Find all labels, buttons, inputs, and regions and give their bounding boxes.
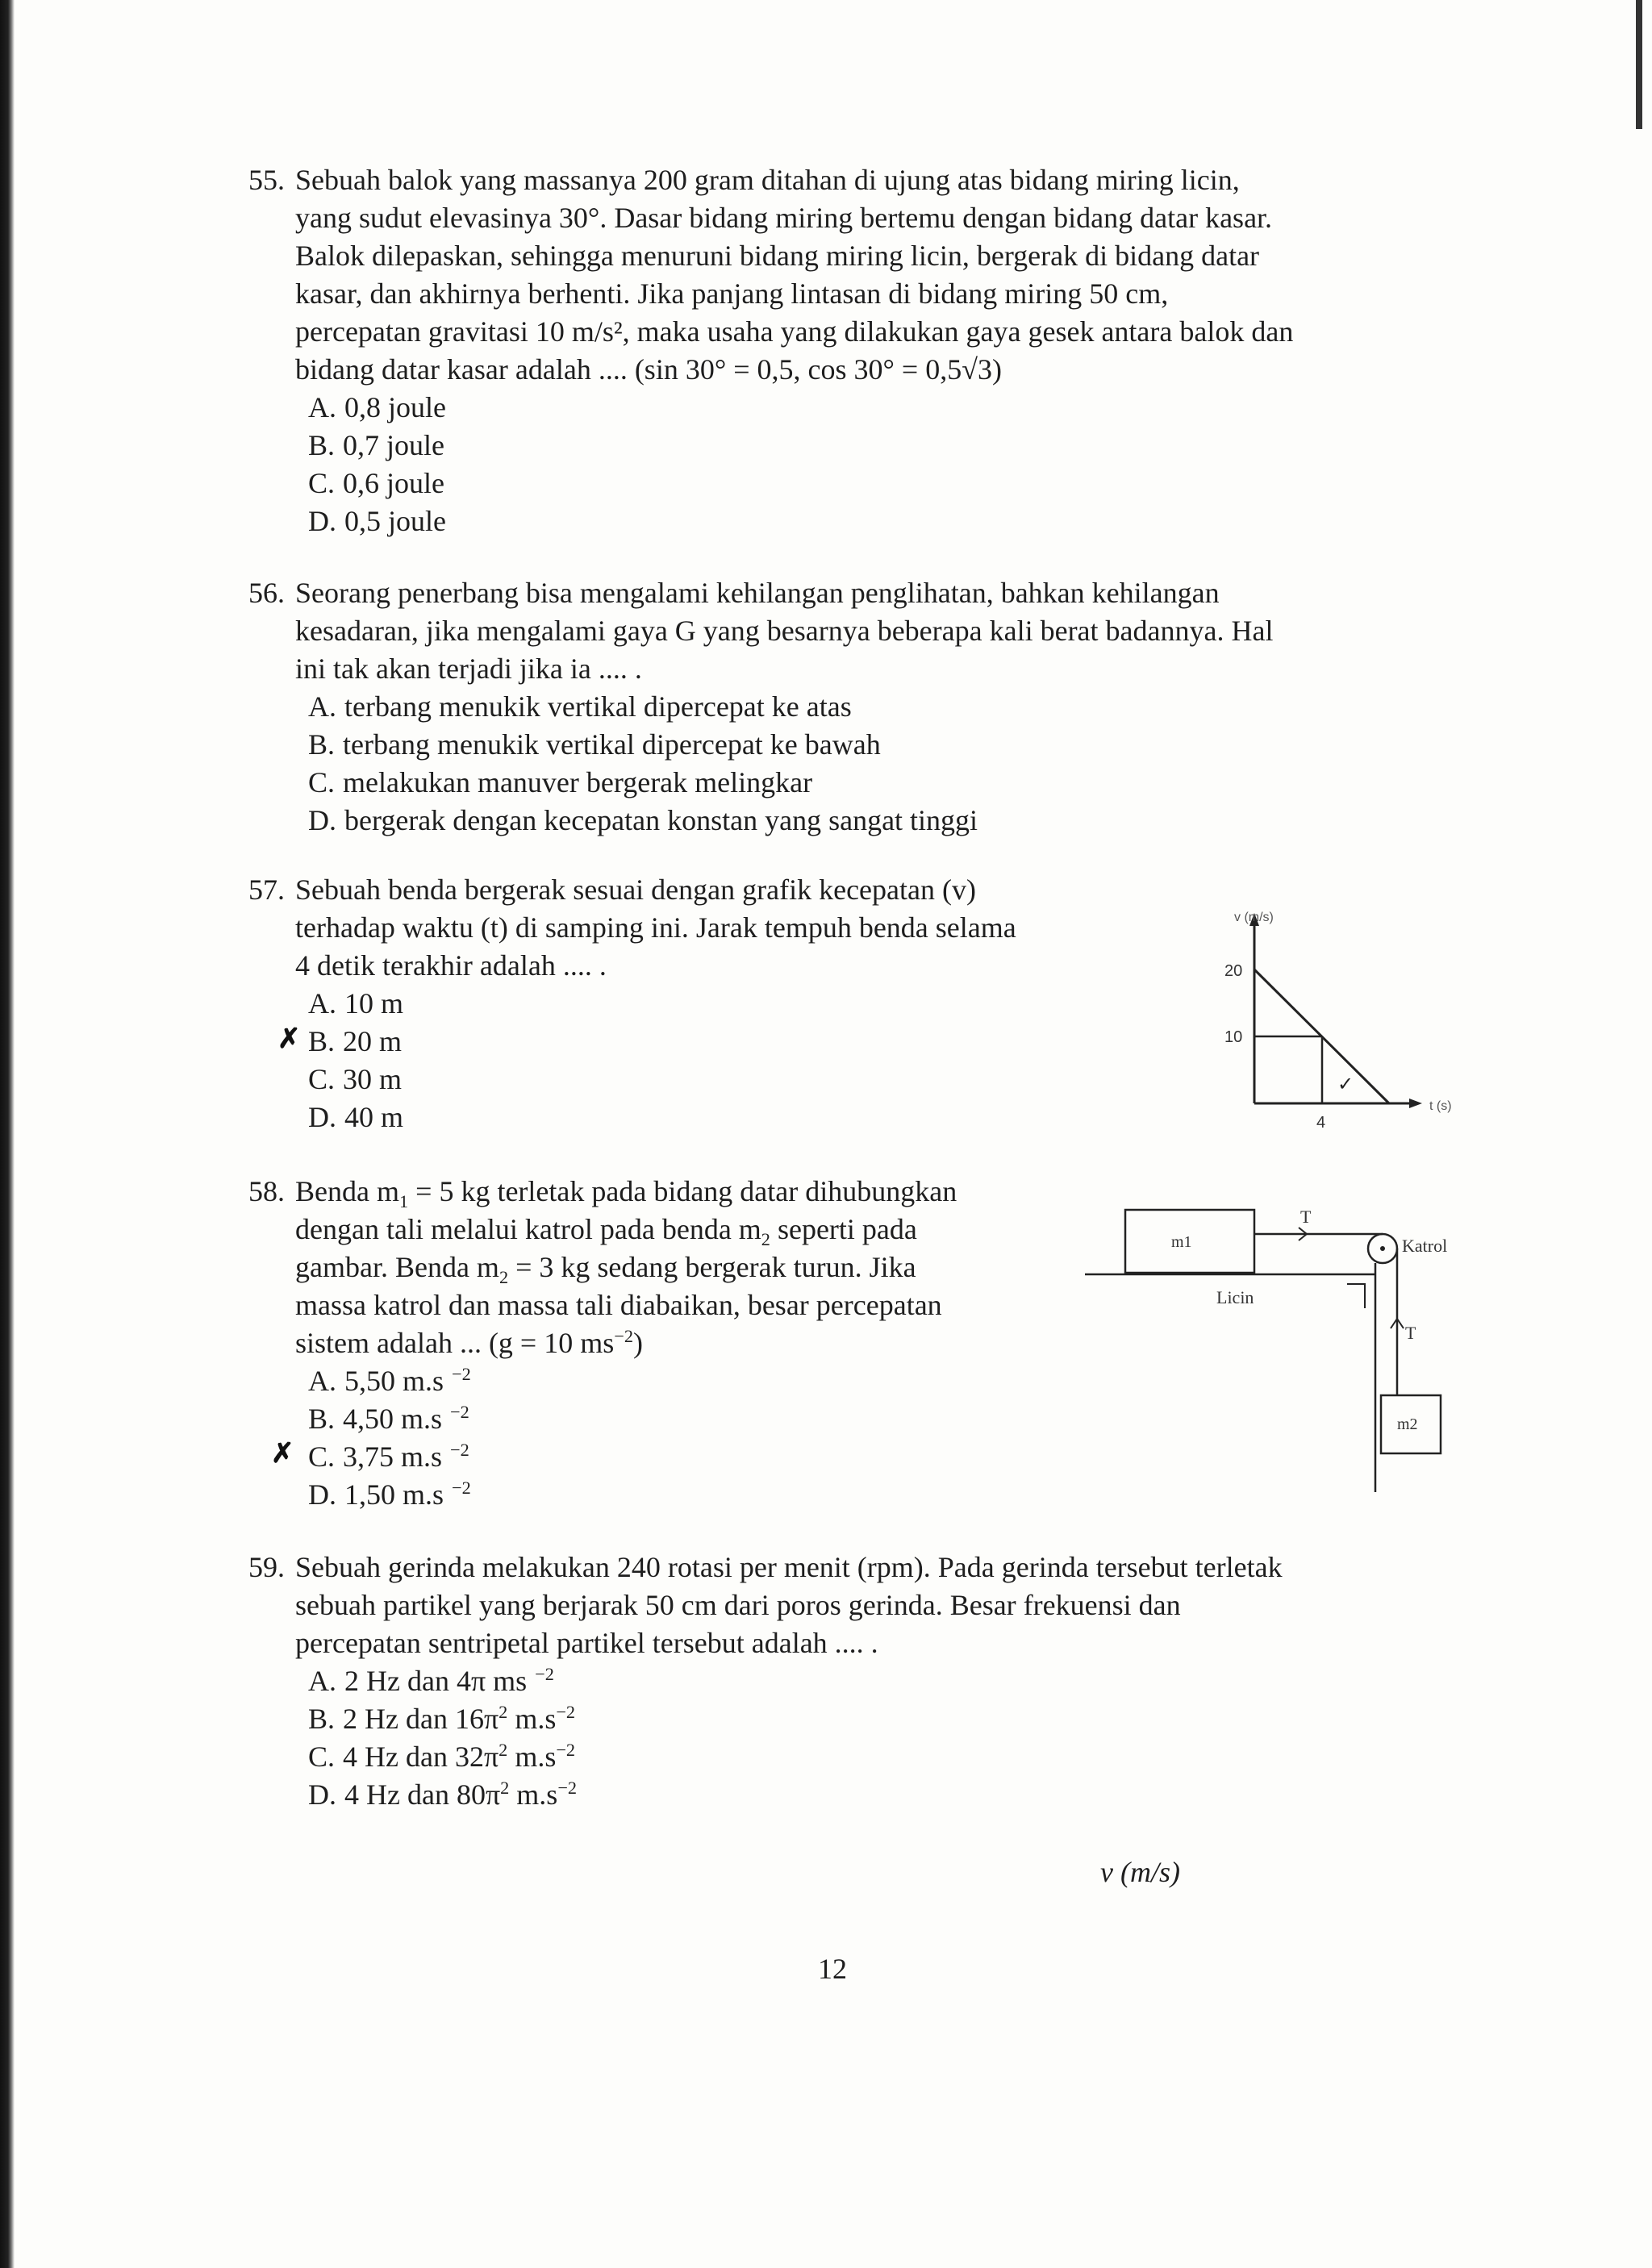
question-stem <box>295 1173 1086 1362</box>
option-letter: B. <box>308 728 336 761</box>
option-text: 0,5 joule <box>344 505 446 537</box>
tension-label-top: T <box>1300 1207 1312 1227</box>
stem-line <box>295 1324 1086 1362</box>
option-exponent: 2 <box>499 1702 508 1722</box>
option-c[interactable] <box>308 1061 410 1099</box>
option-unit: m.s <box>507 1703 557 1735</box>
option-text: 3,75 m.s <box>343 1440 443 1473</box>
stem-line: percepatan gravitasi 10 m/s², maka usaha yang dilakukan gaya gesek antara balok dan <box>295 315 1294 348</box>
option-exponent: −2 <box>452 1364 471 1384</box>
stem-text: = 5 kg terletak pada bidang datar dihubungkan <box>408 1175 957 1207</box>
stem-line: Seorang penerbang bisa mengalami kehilangan penglihatan, bahkan kehilangan <box>295 577 1220 609</box>
question-stem <box>295 161 1425 389</box>
tension-label-side: T <box>1405 1323 1416 1343</box>
stray-axis-label: v (m/s) <box>1100 1856 1180 1888</box>
option-letter: D. <box>308 1101 336 1133</box>
page-number: 12 <box>818 1953 847 1985</box>
stem-text: ) <box>633 1327 643 1359</box>
block-m1-label: m1 <box>1171 1233 1192 1251</box>
table-corner <box>1347 1284 1365 1308</box>
question-stem <box>295 871 1183 985</box>
handwritten-cross-mark: ✗ <box>271 1439 294 1469</box>
option-letter: A. <box>308 1665 336 1697</box>
stem-line: ini tak akan terjadi jika ia .... . <box>295 652 642 685</box>
stem-line: bidang datar kasar adalah .... (sin 30° = 0,5, cos 30° = 0,5√3) <box>295 353 1002 386</box>
option-text: terbang menukik vertikal dipercepat ke atas <box>344 690 852 723</box>
option-d[interactable] <box>308 502 454 540</box>
stem-text: gambar. Benda m <box>295 1251 499 1283</box>
stem-line: 4 detik terakhir adalah .... . <box>295 949 607 982</box>
option-c[interactable] <box>308 764 820 802</box>
option-exponent: −2 <box>450 1440 469 1460</box>
stem-line: Sebuah gerinda melakukan 240 rotasi per menit (rpm). Pada gerinda tersebut terletak <box>295 1551 1283 1583</box>
velocity-time-graph <box>1202 903 1508 1129</box>
stem-line <box>295 1249 1086 1286</box>
option-letter: B. <box>308 1403 336 1435</box>
option-unit-exponent: −2 <box>556 1740 576 1760</box>
option-unit-exponent: −2 <box>556 1702 576 1722</box>
option-a[interactable] <box>308 688 860 726</box>
stem-line: yang sudut elevasinya 30°. Dasar bidang miring bertemu dengan bidang datar kasar. <box>295 202 1273 234</box>
block-m2-label: m2 <box>1397 1415 1418 1433</box>
x-axis-label: t (s) <box>1429 1099 1452 1113</box>
option-letter: B. <box>308 429 336 461</box>
option-exponent: −2 <box>450 1402 469 1422</box>
stem-line: sebuah partikel yang berjarak 50 cm dari poros gerinda. Besar frekuensi dan <box>295 1589 1181 1621</box>
stem-line: kasar, dan akhirnya berhenti. Jika panjang lintasan di bidang miring 50 cm, <box>295 277 1169 310</box>
option-unit: m.s <box>507 1741 557 1773</box>
option-c[interactable] <box>308 1438 469 1476</box>
option-unit: m.s <box>509 1778 558 1811</box>
option-text: melakukan manuver bergerak melingkar <box>343 766 813 798</box>
pulley-axle <box>1380 1246 1385 1251</box>
option-letter: C. <box>308 1063 336 1095</box>
option-letter: C. <box>308 467 336 499</box>
option-text: bergerak dengan kecepatan konstan yang sangat tinggi <box>344 804 978 836</box>
surface-label: Licin <box>1216 1287 1254 1307</box>
subscript: 2 <box>761 1229 770 1250</box>
option-text: 10 m <box>344 987 404 1019</box>
option-text: terbang menukik vertikal dipercepat ke bawah <box>343 728 881 761</box>
option-text: 40 m <box>344 1101 404 1133</box>
option-exponent: 2 <box>500 1778 510 1798</box>
option-b[interactable] <box>308 427 453 465</box>
option-exponent: −2 <box>452 1478 471 1498</box>
option-b[interactable] <box>308 1023 410 1061</box>
stem-text: = 3 kg sedang bergerak turun. Jika <box>508 1251 916 1283</box>
stem-text: sistem adalah ... (g = 10 ms <box>295 1327 615 1359</box>
question-number: 59. <box>248 1551 285 1583</box>
option-d[interactable] <box>308 1776 577 1814</box>
option-d[interactable] <box>308 1476 471 1514</box>
y-tick-10: 10 <box>1224 1028 1243 1046</box>
option-text: 0,7 joule <box>343 429 444 461</box>
option-d[interactable] <box>308 1099 411 1136</box>
option-text: 4 Hz dan 80π <box>344 1778 501 1811</box>
question-stem <box>295 1549 1425 1662</box>
option-text: 4,50 m.s <box>343 1403 443 1435</box>
question-55 <box>248 161 1426 540</box>
superscript: −2 <box>614 1326 633 1346</box>
option-b[interactable] <box>308 1700 575 1738</box>
option-text: 1,50 m.s <box>344 1478 444 1511</box>
question-number: 56. <box>248 577 285 609</box>
scan-border-left <box>0 0 15 2268</box>
scan-border-right <box>1636 0 1642 129</box>
option-text: 30 m <box>343 1063 403 1095</box>
option-b[interactable] <box>308 1400 469 1438</box>
stem-text: dengan tali melalui katrol pada benda m <box>295 1213 761 1245</box>
option-text: 0,6 joule <box>343 467 444 499</box>
question-58 <box>248 1173 1095 1511</box>
option-text: 2 Hz dan 16π <box>343 1703 499 1735</box>
option-text: 4 Hz dan 32π <box>343 1741 499 1773</box>
option-letter: C. <box>308 1440 336 1473</box>
stem-line: kesadaran, jika mengalami gaya G yang besarnya beberapa kali berat badannya. Hal <box>295 615 1274 647</box>
stem-text: Benda m <box>295 1175 399 1207</box>
option-a[interactable] <box>308 1662 554 1700</box>
stem-line <box>295 1211 1086 1249</box>
option-d[interactable] <box>308 802 986 840</box>
question-number: 57. <box>248 873 285 906</box>
option-letter: A. <box>308 690 336 723</box>
option-b[interactable] <box>308 726 889 764</box>
x-tick-4: 4 <box>1316 1114 1326 1129</box>
y-axis-label: v (m/s) <box>1234 911 1274 924</box>
option-letter: D. <box>308 505 336 537</box>
stem-text: seperti pada <box>770 1213 917 1245</box>
option-letter: D. <box>308 804 336 836</box>
stem-line: terhadap waktu (t) di samping ini. Jarak tempuh benda selama <box>295 911 1016 944</box>
question-59 <box>248 1549 1426 1823</box>
option-letter: B. <box>308 1025 336 1057</box>
question-stem <box>295 574 1425 688</box>
option-text: 20 m <box>343 1025 403 1057</box>
option-a[interactable] <box>308 1362 471 1400</box>
pulley-label: Katrol <box>1402 1236 1448 1256</box>
stem-line: Balok dilepaskan, sehingga menuruni bidang miring licin, bergerak di bidang datar <box>295 240 1260 272</box>
option-letter: D. <box>308 1778 336 1811</box>
option-letter: A. <box>308 391 336 423</box>
question-56 <box>248 574 1426 848</box>
y-tick-20: 20 <box>1224 962 1243 980</box>
handwritten-tick-mark: ✓ <box>1337 1074 1354 1095</box>
x-axis-arrow <box>1409 1099 1422 1108</box>
question-number: 55. <box>248 164 285 196</box>
subscript: 2 <box>499 1267 509 1288</box>
stem-line: massa katrol dan massa tali diabaikan, besar percepatan <box>295 1289 942 1321</box>
stem-line: Sebuah benda bergerak sesuai dengan grafik kecepatan (v) <box>295 873 976 906</box>
stem-line <box>295 1173 1086 1211</box>
stem-line: Sebuah balok yang massanya 200 gram ditahan di ujung atas bidang miring licin, <box>295 164 1240 196</box>
handwritten-cross-mark: ✗ <box>277 1024 301 1054</box>
option-a[interactable] <box>308 389 454 427</box>
option-letter: A. <box>308 987 336 1019</box>
option-letter: B. <box>308 1703 336 1735</box>
pulley-system-diagram <box>1081 1194 1484 1500</box>
option-exponent: 2 <box>499 1740 508 1760</box>
option-unit-exponent: −2 <box>557 1778 578 1798</box>
option-c[interactable] <box>308 465 453 502</box>
option-letter: C. <box>308 1741 336 1773</box>
option-letter: D. <box>308 1478 336 1511</box>
option-c[interactable] <box>308 1738 575 1776</box>
option-letter: C. <box>308 766 336 798</box>
option-text: 2 Hz dan 4π ms <box>344 1665 528 1697</box>
option-text: 0,8 joule <box>344 391 446 423</box>
option-a[interactable] <box>308 985 411 1023</box>
option-exponent: −2 <box>535 1664 554 1684</box>
question-number: 58. <box>248 1175 285 1207</box>
option-letter: A. <box>308 1365 336 1397</box>
subscript: 1 <box>398 1191 409 1212</box>
question-57 <box>248 871 1176 1145</box>
stem-line: percepatan sentripetal partikel tersebut adalah .... . <box>295 1627 878 1659</box>
option-text: 5,50 m.s <box>344 1365 444 1397</box>
